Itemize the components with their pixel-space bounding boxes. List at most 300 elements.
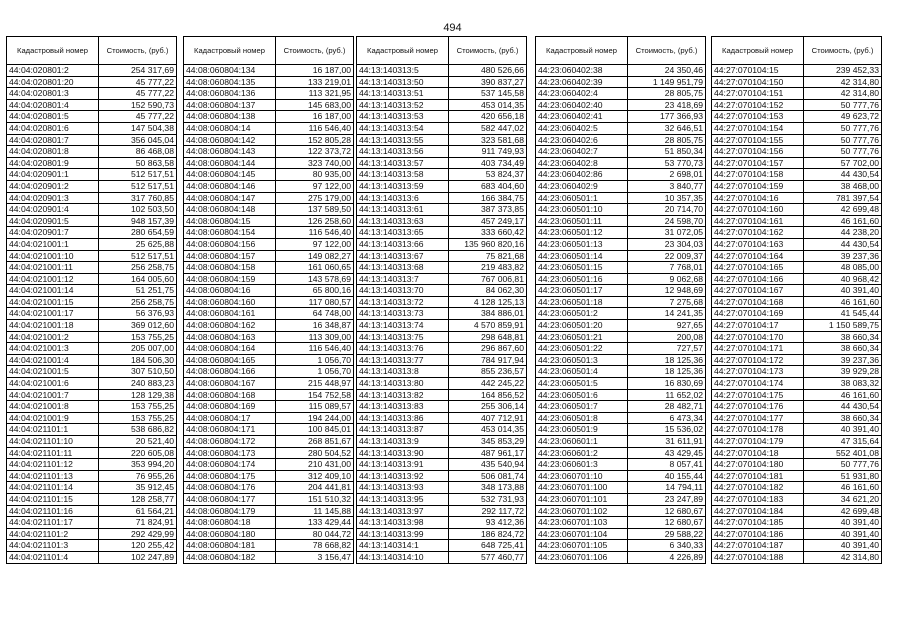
cadastral-table-1	[6, 36, 177, 564]
cost-cell: 44 430,54	[804, 238, 882, 250]
cadastral-number-cell: 44:27:070104:153	[712, 111, 804, 123]
cadastral-number-cell: 44:23:060402:86	[536, 169, 628, 181]
header-cadastral-number: Кадастровый номер	[712, 37, 804, 65]
table-row	[712, 436, 882, 448]
cadastral-number-cell: 44:13:140313:57	[357, 157, 449, 169]
cost-cell: 38 660,34	[804, 412, 882, 424]
cost-cell: 40 391,40	[804, 424, 882, 436]
cost-cell: 648 725,41	[449, 540, 527, 552]
cost-cell: 38 468,00	[804, 180, 882, 192]
cost-cell: 48 085,00	[804, 262, 882, 274]
cost-cell: 12 680,67	[628, 517, 706, 529]
cadastral-number-cell: 44:08:060804:144	[184, 157, 276, 169]
table-row	[357, 169, 527, 181]
cost-cell: 10 357,35	[628, 192, 706, 204]
cost-cell: 552 401,08	[804, 447, 882, 459]
cadastral-number-cell: 44:04:020901:2	[7, 180, 99, 192]
cadastral-number-cell: 44:04:020801:5	[7, 111, 99, 123]
cost-cell: 512 517,51	[99, 169, 177, 181]
cadastral-number-cell: 44:27:070104:167	[712, 285, 804, 297]
cost-cell: 3 156,47	[276, 551, 354, 563]
cadastral-number-cell: 44:27:070104:170	[712, 331, 804, 343]
table-row	[357, 65, 527, 77]
cost-cell: 442 245,22	[449, 378, 527, 390]
table-row	[184, 134, 354, 146]
cadastral-number-cell: 44:08:060804:16	[184, 285, 276, 297]
table-row	[184, 401, 354, 413]
table-row	[712, 99, 882, 111]
cadastral-number-cell: 44:27:070104:155	[712, 134, 804, 146]
table-row	[536, 134, 706, 146]
cadastral-number-cell: 44:27:070104:187	[712, 540, 804, 552]
cost-cell: 16 830,69	[628, 378, 706, 390]
cadastral-number-cell: 44:27:070104:158	[712, 169, 804, 181]
cost-cell: 46 161,60	[804, 215, 882, 227]
cost-cell: 44 430,54	[804, 401, 882, 413]
cadastral-number-cell: 44:23:060501:22	[536, 343, 628, 355]
cadastral-number-cell: 44:13:140313:77	[357, 354, 449, 366]
cadastral-number-cell: 44:08:060804:167	[184, 378, 276, 390]
cadastral-number-cell: 44:23:060501:5	[536, 378, 628, 390]
cost-cell: 50 777,76	[804, 146, 882, 158]
cadastral-table-5	[711, 36, 882, 564]
cadastral-number-cell: 44:04:021101:15	[7, 493, 99, 505]
table-row	[7, 551, 177, 563]
cadastral-number-cell: 44:13:140313:7	[357, 273, 449, 285]
cadastral-number-cell: 44:27:070104:150	[712, 76, 804, 88]
table-row	[712, 122, 882, 134]
cadastral-number-cell: 44:27:070104:161	[712, 215, 804, 227]
cost-cell: 255 306,14	[449, 401, 527, 413]
cadastral-number-cell: 44:08:060804:156	[184, 238, 276, 250]
table-row	[712, 320, 882, 332]
cost-cell: 126 258,60	[276, 215, 354, 227]
table-row	[536, 227, 706, 239]
cost-cell: 948 157,39	[99, 215, 177, 227]
cost-cell: 457 249,17	[449, 215, 527, 227]
cadastral-number-cell: 44:23:060501:12	[536, 227, 628, 239]
cadastral-number-cell: 44:27:070104:177	[712, 412, 804, 424]
cost-cell: 45 777,22	[99, 88, 177, 100]
cadastral-number-cell: 44:23:060501:11	[536, 215, 628, 227]
cost-cell: 2 698,01	[628, 169, 706, 181]
cadastral-number-cell: 44:27:070104:175	[712, 389, 804, 401]
table-row	[357, 378, 527, 390]
table-row	[184, 470, 354, 482]
cost-cell: 280 504,52	[276, 447, 354, 459]
cadastral-number-cell: 44:04:021101:4	[7, 551, 99, 563]
cadastral-number-cell: 44:08:060804:134	[184, 65, 276, 77]
cadastral-number-cell: 44:27:070104:169	[712, 308, 804, 320]
table-row	[712, 470, 882, 482]
cadastral-number-cell: 44:13:140313:92	[357, 470, 449, 482]
cadastral-number-cell: 44:04:020901:3	[7, 192, 99, 204]
table-row	[712, 88, 882, 100]
cost-cell: 137 589,50	[276, 204, 354, 216]
cadastral-number-cell: 44:23:060402:8	[536, 157, 628, 169]
table-row	[184, 273, 354, 285]
cost-cell: 116 546,40	[276, 122, 354, 134]
cost-cell: 76 955,26	[99, 470, 177, 482]
cost-cell: 50 777,76	[804, 459, 882, 471]
cadastral-number-cell: 44:23:060701:106	[536, 551, 628, 563]
cost-cell: 147 504,38	[99, 122, 177, 134]
cost-cell: 86 468,08	[99, 146, 177, 158]
cadastral-number-cell: 44:08:060804:177	[184, 493, 276, 505]
cadastral-number-cell: 44:13:140313:59	[357, 180, 449, 192]
table-row	[7, 505, 177, 517]
table-row	[7, 459, 177, 471]
cadastral-number-cell: 44:27:070104:160	[712, 204, 804, 216]
table-row	[184, 180, 354, 192]
table-row	[184, 204, 354, 216]
cadastral-number-cell: 44:04:021001:5	[7, 366, 99, 378]
table-row	[536, 354, 706, 366]
cost-cell: 453 014,35	[449, 99, 527, 111]
cost-cell: 39 929,28	[804, 366, 882, 378]
cadastral-number-cell: 44:27:070104:17	[712, 320, 804, 332]
cadastral-number-cell: 44:04:021001:9	[7, 412, 99, 424]
table-row	[357, 482, 527, 494]
cost-cell: 35 912,45	[99, 482, 177, 494]
cadastral-number-cell: 44:23:060501:21	[536, 331, 628, 343]
cadastral-number-cell: 44:04:021001:4	[7, 354, 99, 366]
cadastral-number-cell: 44:08:060804:148	[184, 204, 276, 216]
table-row	[7, 76, 177, 88]
cost-cell: 42 314,80	[804, 88, 882, 100]
cadastral-number-cell: 44:08:060804:180	[184, 528, 276, 540]
table-row	[7, 436, 177, 448]
table-row	[7, 343, 177, 355]
cadastral-number-cell: 44:23:060501:1	[536, 192, 628, 204]
table-row	[536, 180, 706, 192]
cost-cell: 152 590,73	[99, 99, 177, 111]
cost-cell: 1 150 589,75	[804, 320, 882, 332]
cadastral-number-cell: 44:23:060402:5	[536, 122, 628, 134]
cost-cell: 50 777,76	[804, 134, 882, 146]
table-row	[184, 540, 354, 552]
cadastral-number-cell: 44:13:140313:66	[357, 238, 449, 250]
table-row	[357, 273, 527, 285]
table-row	[536, 308, 706, 320]
cadastral-number-cell: 44:04:020901:4	[7, 204, 99, 216]
cost-cell: 50 777,76	[804, 122, 882, 134]
cost-cell: 153 755,25	[99, 401, 177, 413]
cost-cell: 9 062,68	[628, 273, 706, 285]
cadastral-number-cell: 44:04:021001:8	[7, 401, 99, 413]
table-row	[712, 505, 882, 517]
cost-cell: 275 179,00	[276, 192, 354, 204]
cadastral-number-cell: 44:27:070104:164	[712, 250, 804, 262]
cost-cell: 727,57	[628, 343, 706, 355]
cadastral-number-cell: 44:08:060804:163	[184, 331, 276, 343]
table-row	[357, 447, 527, 459]
table-row	[536, 122, 706, 134]
cadastral-number-cell: 44:04:020801:7	[7, 134, 99, 146]
cost-cell: 42 314,80	[804, 76, 882, 88]
table-row	[357, 436, 527, 448]
table-row	[712, 343, 882, 355]
cost-cell: 128 129,38	[99, 389, 177, 401]
table-row	[536, 493, 706, 505]
cost-cell: 387 373,85	[449, 204, 527, 216]
cadastral-number-cell: 44:23:060501:3	[536, 354, 628, 366]
table-row	[712, 308, 882, 320]
cost-cell: 11 145,88	[276, 505, 354, 517]
table-row	[7, 65, 177, 77]
table-row	[536, 482, 706, 494]
cadastral-number-cell: 44:23:060402:4	[536, 88, 628, 100]
cadastral-number-cell: 44:23:060402:41	[536, 111, 628, 123]
table-row	[357, 366, 527, 378]
cadastral-number-cell: 44:04:021001:11	[7, 262, 99, 274]
table-row	[712, 412, 882, 424]
cost-cell: 512 517,51	[99, 250, 177, 262]
header-cadastral-number: Кадастровый номер	[536, 37, 628, 65]
cost-cell: 164 856,52	[449, 389, 527, 401]
table-row	[536, 65, 706, 77]
cadastral-number-cell: 44:23:060402:7	[536, 146, 628, 158]
cost-cell: 177 366,93	[628, 111, 706, 123]
cost-cell: 75 821,68	[449, 250, 527, 262]
table-row	[357, 528, 527, 540]
cadastral-number-cell: 44:27:070104:168	[712, 296, 804, 308]
cost-cell: 34 621,20	[804, 493, 882, 505]
table-row	[712, 540, 882, 552]
table-row	[712, 459, 882, 471]
cost-cell: 50 777,76	[804, 99, 882, 111]
cadastral-number-cell: 44:04:021001:15	[7, 296, 99, 308]
cadastral-number-cell: 44:23:060402:40	[536, 99, 628, 111]
cadastral-number-cell: 44:23:060701:104	[536, 528, 628, 540]
table-row	[184, 111, 354, 123]
cadastral-number-cell: 44:08:060804:173	[184, 447, 276, 459]
table-row	[184, 366, 354, 378]
cost-cell: 22 009,37	[628, 250, 706, 262]
cadastral-number-cell: 44:27:070104:181	[712, 470, 804, 482]
cost-cell: 40 391,40	[804, 540, 882, 552]
table-row	[7, 378, 177, 390]
cadastral-number-cell: 44:08:060804:154	[184, 227, 276, 239]
cost-cell: 61 564,21	[99, 505, 177, 517]
cadastral-number-cell: 44:04:021101:10	[7, 436, 99, 448]
cadastral-number-cell: 44:23:060501:8	[536, 412, 628, 424]
table-row	[7, 227, 177, 239]
table-row	[184, 493, 354, 505]
cost-cell: 683 404,60	[449, 180, 527, 192]
cost-cell: 784 917,94	[449, 354, 527, 366]
cadastral-number-cell: 44:08:060804:135	[184, 76, 276, 88]
table-row	[712, 424, 882, 436]
table-row	[184, 343, 354, 355]
cadastral-number-cell: 44:04:021001:2	[7, 331, 99, 343]
table-row	[712, 366, 882, 378]
cadastral-number-cell: 44:13:140313:75	[357, 331, 449, 343]
table-row	[184, 227, 354, 239]
cost-cell: 122 373,72	[276, 146, 354, 158]
cost-cell: 113 309,00	[276, 331, 354, 343]
table-row	[7, 169, 177, 181]
cost-cell: 40 968,42	[804, 273, 882, 285]
table-row	[536, 262, 706, 274]
cadastral-number-cell: 44:23:060501:17	[536, 285, 628, 297]
cost-cell: 143 578,69	[276, 273, 354, 285]
cost-cell: 42 699,48	[804, 204, 882, 216]
table-row	[712, 262, 882, 274]
table-row	[357, 412, 527, 424]
cadastral-number-cell: 44:13:140313:52	[357, 99, 449, 111]
cost-cell: 43 429,45	[628, 447, 706, 459]
table-row	[712, 227, 882, 239]
table-row	[712, 238, 882, 250]
cost-cell: 97 122,00	[276, 238, 354, 250]
cadastral-number-cell: 44:04:020801:20	[7, 76, 99, 88]
table-row	[357, 308, 527, 320]
table-row	[357, 238, 527, 250]
cost-cell: 93 412,36	[449, 517, 527, 529]
table-row	[7, 122, 177, 134]
table-row	[7, 296, 177, 308]
cadastral-number-cell: 44:08:060804:168	[184, 389, 276, 401]
table-row	[536, 551, 706, 563]
cadastral-number-cell: 44:27:070104:188	[712, 551, 804, 563]
cost-cell: 102 247,89	[99, 551, 177, 563]
cost-cell: 51 251,75	[99, 285, 177, 297]
cost-cell: 1 056,70	[276, 366, 354, 378]
table-row	[357, 111, 527, 123]
table-row	[7, 273, 177, 285]
table-row	[536, 505, 706, 517]
cost-cell: 345 853,29	[449, 436, 527, 448]
table-row	[536, 459, 706, 471]
cost-cell: 115 089,57	[276, 401, 354, 413]
cadastral-number-cell: 44:13:140313:91	[357, 459, 449, 471]
cadastral-number-cell: 44:04:021001:18	[7, 320, 99, 332]
table-row	[7, 389, 177, 401]
cadastral-number-cell: 44:04:021101:17	[7, 517, 99, 529]
cadastral-number-cell: 44:13:140313:99	[357, 528, 449, 540]
cost-cell: 927,65	[628, 320, 706, 332]
cadastral-number-cell: 44:23:060402:39	[536, 76, 628, 88]
table-row	[357, 146, 527, 158]
table-row	[357, 540, 527, 552]
table-row	[357, 122, 527, 134]
cadastral-number-cell: 44:27:070104:154	[712, 122, 804, 134]
cost-cell: 40 155,44	[628, 470, 706, 482]
cadastral-number-cell: 44:08:060804:161	[184, 308, 276, 320]
table-row	[536, 204, 706, 216]
cost-cell: 292 117,72	[449, 505, 527, 517]
cost-cell: 855 236,57	[449, 366, 527, 378]
cost-cell: 254 317,69	[99, 65, 177, 77]
cost-cell: 28 482,71	[628, 401, 706, 413]
cost-cell: 200,08	[628, 331, 706, 343]
cadastral-number-cell: 44:23:060501:16	[536, 273, 628, 285]
cadastral-number-cell: 44:04:021001:14	[7, 285, 99, 297]
table-row	[7, 204, 177, 216]
cadastral-number-cell: 44:27:070104:183	[712, 493, 804, 505]
table-row	[184, 424, 354, 436]
table-row	[712, 215, 882, 227]
table-row	[184, 65, 354, 77]
cadastral-number-cell: 44:27:070104:18	[712, 447, 804, 459]
table-row	[536, 436, 706, 448]
table-row	[536, 320, 706, 332]
cost-cell: 577 460,77	[449, 551, 527, 563]
table-row	[7, 540, 177, 552]
cadastral-number-cell: 44:13:140313:93	[357, 482, 449, 494]
cadastral-number-cell: 44:13:140313:58	[357, 169, 449, 181]
cadastral-number-cell: 44:23:060501:6	[536, 389, 628, 401]
cadastral-number-cell: 44:08:060804:174	[184, 459, 276, 471]
table-row	[536, 88, 706, 100]
cadastral-number-cell: 44:08:060804:179	[184, 505, 276, 517]
cadastral-number-cell: 44:04:021001:10	[7, 250, 99, 262]
table-row	[184, 157, 354, 169]
cost-cell: 6 340,33	[628, 540, 706, 552]
cadastral-number-cell: 44:04:021101:16	[7, 505, 99, 517]
table-row	[7, 146, 177, 158]
cadastral-number-cell: 44:04:020801:4	[7, 99, 99, 111]
cadastral-number-cell: 44:13:140314:1	[357, 540, 449, 552]
table-row	[536, 401, 706, 413]
table-row	[7, 366, 177, 378]
cost-cell: 256 258,75	[99, 296, 177, 308]
cost-cell: 14 794,11	[628, 482, 706, 494]
table-row	[357, 262, 527, 274]
cost-cell: 205 007,00	[99, 343, 177, 355]
cadastral-number-cell: 44:23:060701:10	[536, 470, 628, 482]
table-row	[184, 122, 354, 134]
cadastral-number-cell: 44:13:140313:65	[357, 227, 449, 239]
cost-cell: 116 546,40	[276, 227, 354, 239]
cadastral-number-cell: 44:13:140313:55	[357, 134, 449, 146]
cadastral-number-cell: 44:23:060501:18	[536, 296, 628, 308]
cost-cell: 16 187,00	[276, 65, 354, 77]
table-row	[184, 354, 354, 366]
cadastral-number-cell: 44:27:070104:165	[712, 262, 804, 274]
cadastral-number-cell: 44:13:140313:68	[357, 262, 449, 274]
cost-cell: 16 348,87	[276, 320, 354, 332]
table-row	[357, 343, 527, 355]
table-row	[184, 192, 354, 204]
cost-cell: 28 805,75	[628, 134, 706, 146]
cadastral-number-cell: 44:04:021001:6	[7, 378, 99, 390]
cadastral-number-cell: 44:13:140313:6	[357, 192, 449, 204]
cost-cell: 154 752,58	[276, 389, 354, 401]
cadastral-number-cell: 44:23:060601:2	[536, 447, 628, 459]
cadastral-number-cell: 44:23:060501:15	[536, 262, 628, 274]
cost-cell: 407 712,91	[449, 412, 527, 424]
table-row	[712, 273, 882, 285]
cost-cell: 435 540,94	[449, 459, 527, 471]
cost-cell: 323 740,00	[276, 157, 354, 169]
cadastral-number-cell: 44:27:070104:156	[712, 146, 804, 158]
cost-cell: 38 083,32	[804, 378, 882, 390]
cadastral-number-cell: 44:08:060804:145	[184, 169, 276, 181]
cadastral-number-cell: 44:04:021101:1	[7, 424, 99, 436]
table-row	[712, 157, 882, 169]
cost-cell: 453 014,35	[449, 424, 527, 436]
cadastral-number-cell: 44:13:140313:51	[357, 88, 449, 100]
cadastral-number-cell: 44:27:070104:163	[712, 238, 804, 250]
cost-cell: 538 686,82	[99, 424, 177, 436]
table-row	[357, 424, 527, 436]
cost-cell: 152 805,28	[276, 134, 354, 146]
cadastral-number-cell: 44:13:140313:61	[357, 204, 449, 216]
table-row	[184, 262, 354, 274]
table-row	[184, 331, 354, 343]
